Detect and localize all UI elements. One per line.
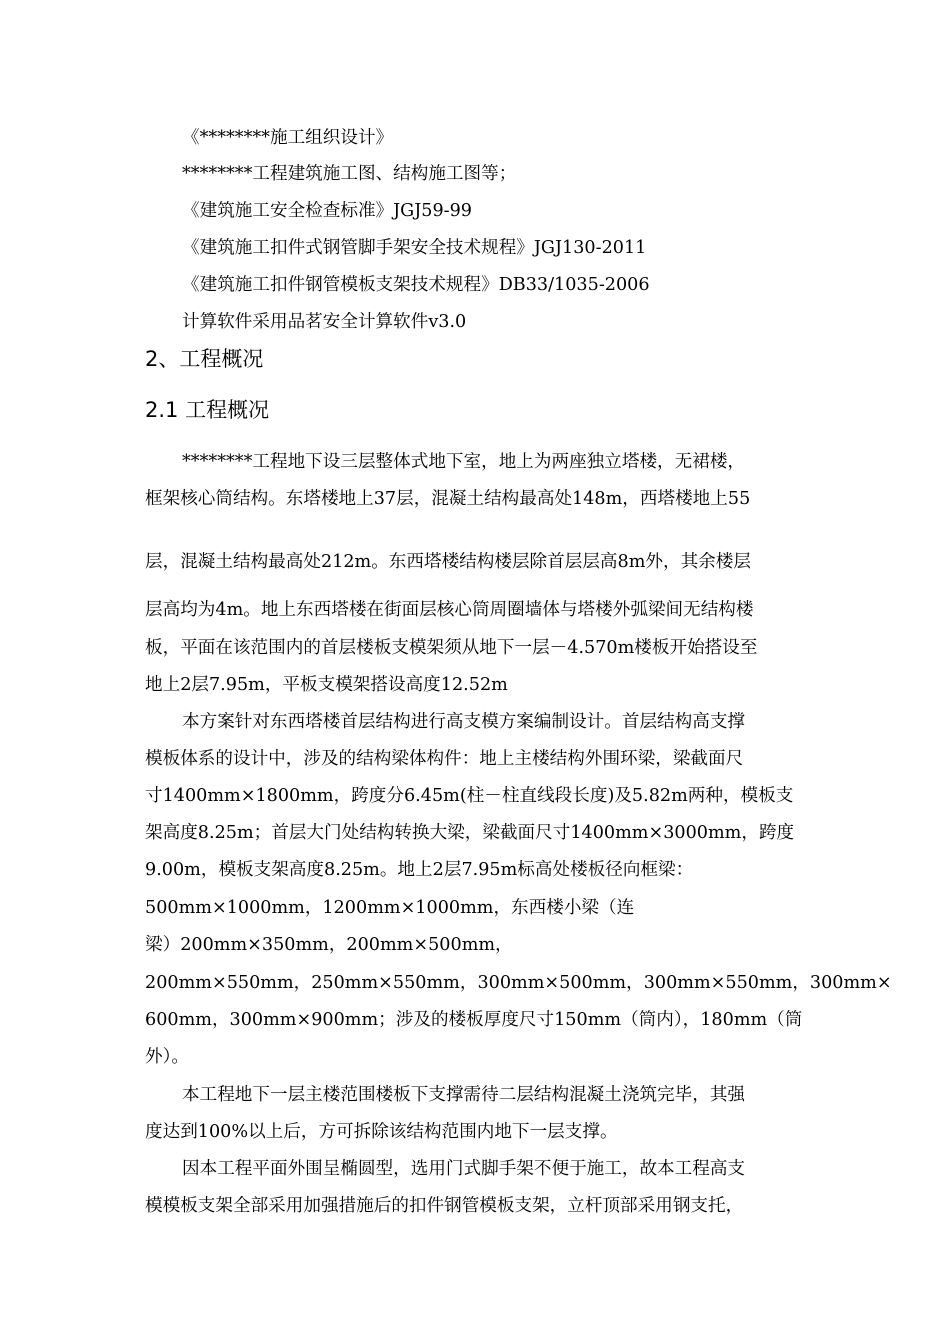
reference-line: ********工程建筑施工图、结构施工图等； xyxy=(182,164,517,184)
body-line: 因本工程平面外围呈椭圆型，选用门式脚手架不便于施工，故本工程高支 xyxy=(182,1159,746,1179)
body-line: 500mm×1000mm，1200mm×1000mm，东西楼小梁（连 xyxy=(145,898,635,918)
body-line: ********工程地下设三层整体式地下室，地上为两座独立塔楼，无裙楼， xyxy=(182,452,746,472)
body-line: 模板体系的设计中，涉及的结构梁体构件：地上主楼结构外围环梁，梁截面尺 xyxy=(145,749,744,769)
body-line: 寸1400mm×1800mm，跨度分6.45m(柱－柱直线段长度)及5.82m两种，模板支 xyxy=(145,786,794,806)
reference-line: 《建筑施工扣件钢管模板支架技术规程》DB33/1035-2006 xyxy=(182,275,650,295)
reference-line: 《********施工组织设计》 xyxy=(182,128,394,148)
body-line: 600mm，300mm×900mm；涉及的楼板厚度尺寸150mm（筒内），180mm（筒 xyxy=(145,1010,803,1030)
body-line: 框架核心筒结构。东塔楼地上37层，混凝土结构最高处148m，西塔楼地上55 xyxy=(145,489,751,509)
body-line: 200mm×550mm，250mm×550mm，300mm×500mm，300mm×550mm，300mm× xyxy=(145,973,892,993)
reference-line: 《建筑施工安全检查标准》JGJ59-99 xyxy=(182,201,473,221)
body-line: 梁）200mm×350mm，200mm×500mm， xyxy=(145,935,513,955)
body-line: 层高均为4m。地上东西塔楼在街面层核心筒周圈墙体与塔楼外弧梁间无结构楼 xyxy=(145,600,754,620)
reference-line: 《建筑施工扣件式钢管脚手架安全技术规程》JGJ130-2011 xyxy=(182,238,647,258)
body-line: 地上2层7.95m，平板支模架搭设高度12.52m xyxy=(145,675,508,695)
body-line: 本工程地下一层主楼范围楼板下支撑需待二层结构混凝土浇筑完毕，其强 xyxy=(182,1085,746,1105)
body-line: 9.00m，模板支架高度8.25m。地上2层7.95m标高处楼板径向框梁： xyxy=(145,860,694,880)
reference-line: 计算软件采用品茗安全计算软件v3.0 xyxy=(182,312,467,332)
body-line: 板，平面在该范围内的首层楼板支模架须从地下一层－4.570m楼板开始搭设至 xyxy=(145,638,758,658)
body-line: 架高度8.25m；首层大门处结构转换大梁，梁截面尺寸1400mm×3000mm，跨度 xyxy=(145,823,795,843)
body-line: 本方案针对东西塔楼首层结构进行高支模方案编制设计。首层结构高支撑 xyxy=(182,712,746,732)
body-line: 层，混凝土结构最高处212m。东西塔楼结构楼层除首层层高8m外，其余楼层 xyxy=(145,552,751,572)
body-line: 外）。 xyxy=(145,1047,189,1067)
body-line: 模模板支架全部采用加强措施后的扣件钢管模板支架，立杆顶部采用钢支托， xyxy=(145,1196,744,1216)
section-heading: 2、工程概况 xyxy=(145,347,264,371)
body-line: 度达到100%以上后，方可拆除该结构范围内地下一层支撑。 xyxy=(145,1122,618,1142)
subsection-heading: 2.1 工程概况 xyxy=(145,398,270,422)
